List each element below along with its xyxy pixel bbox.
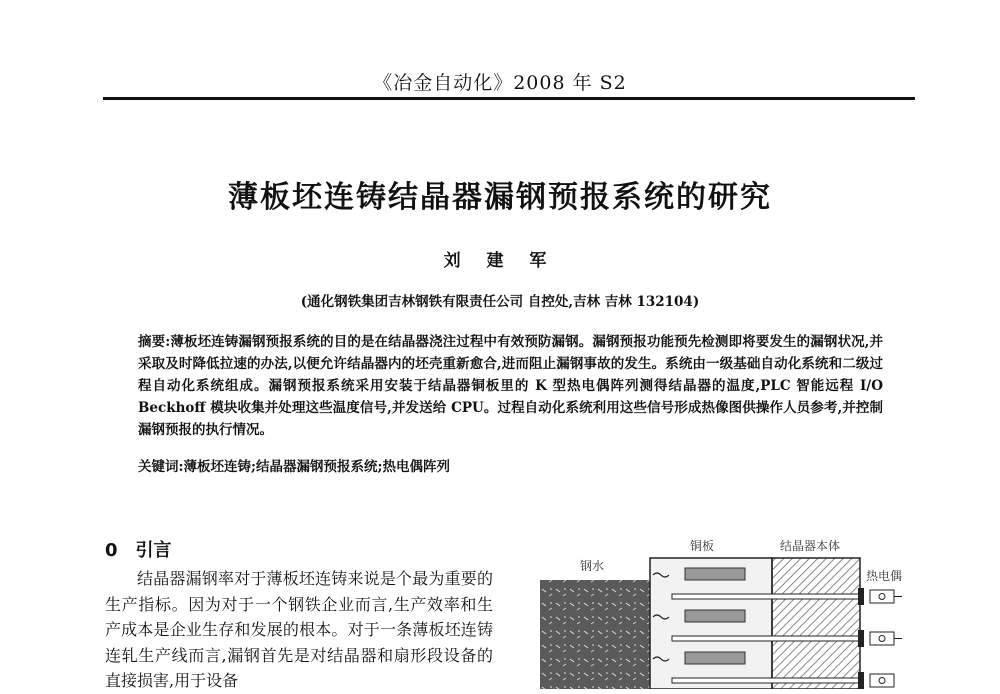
label-mold-body: 结晶器本体	[780, 539, 841, 553]
thermocouple-channel	[672, 594, 862, 599]
section-title: 引言	[135, 540, 172, 561]
mold-diagram	[540, 530, 920, 689]
thermocouple-channel	[672, 678, 862, 683]
header-rule	[103, 97, 915, 100]
mold-figure	[540, 530, 920, 689]
label-copper-plate: 铜板	[690, 539, 715, 553]
section-number: 0	[105, 540, 118, 561]
label-thermocouple: 热电偶	[866, 569, 903, 583]
thermocouple-connector	[858, 588, 902, 605]
keywords	[138, 455, 883, 475]
cooling-slot	[685, 610, 745, 622]
section-heading	[105, 536, 172, 562]
abstract	[138, 331, 883, 441]
intro-paragraph: 结晶器漏钢率对于薄板坯连铸来说是个最为重要的生产指标。因为对于一个钢铁企业而言,生产效率和生产成本是企业生存和发展的根本。对于一条薄板坯连铸连轧生产线而言,漏钢首先是对结晶器和扇形段设备的直接损害,用于设备	[105, 569, 493, 690]
article-title: 薄板坯连铸结晶器漏钢预报系统的研究	[228, 180, 772, 215]
thermocouple-channel	[672, 636, 862, 641]
thermocouple-connector	[858, 630, 902, 647]
cooling-slot	[685, 652, 745, 664]
author-name: 刘 建 军	[443, 251, 557, 271]
abstract-text: 薄板坯连铸漏钢预报系统的目的是在结晶器浇注过程中有效预防漏钢。漏钢预报功能预先检测即将要发生的漏钢状况,并采取及时降低拉速的办法,以便允许结晶器内的坯壳重新愈合,进而阻止漏钢事故的发生。系统由一级基础自动化系统和二级过程自动化系统组成。漏钢预报系统采用安装于结晶器铜板里的 K 型热电偶阵列测得结晶器的温度,PLC 智能远程 I/O Beckhoff 模块收集并处理这些温度信号,并发送给 CPU。过程自动化系统利用这些信号形成热像图供操作人员参考,并控制漏钢预报的执行情况。	[138, 334, 884, 438]
intro-body	[105, 566, 493, 694]
journal-header: 《冶金自动化》2008 年 S2	[373, 72, 627, 94]
thermocouple-connector	[858, 672, 894, 689]
label-molten-steel: 钢水	[580, 559, 605, 573]
abstract-label: 摘要:	[138, 334, 171, 350]
author-affiliation: (通化钢铁集团吉林钢铁有限责任公司 自控处,吉林 吉林 132104)	[300, 294, 700, 310]
keywords-label: 关键词:	[138, 459, 184, 475]
cooling-slot	[685, 568, 745, 580]
molten-steel-region	[540, 580, 650, 689]
mold-body-region	[772, 558, 860, 689]
keywords-text: 薄板坯连铸;结晶器漏钢预报系统;热电偶阵列	[183, 459, 450, 475]
